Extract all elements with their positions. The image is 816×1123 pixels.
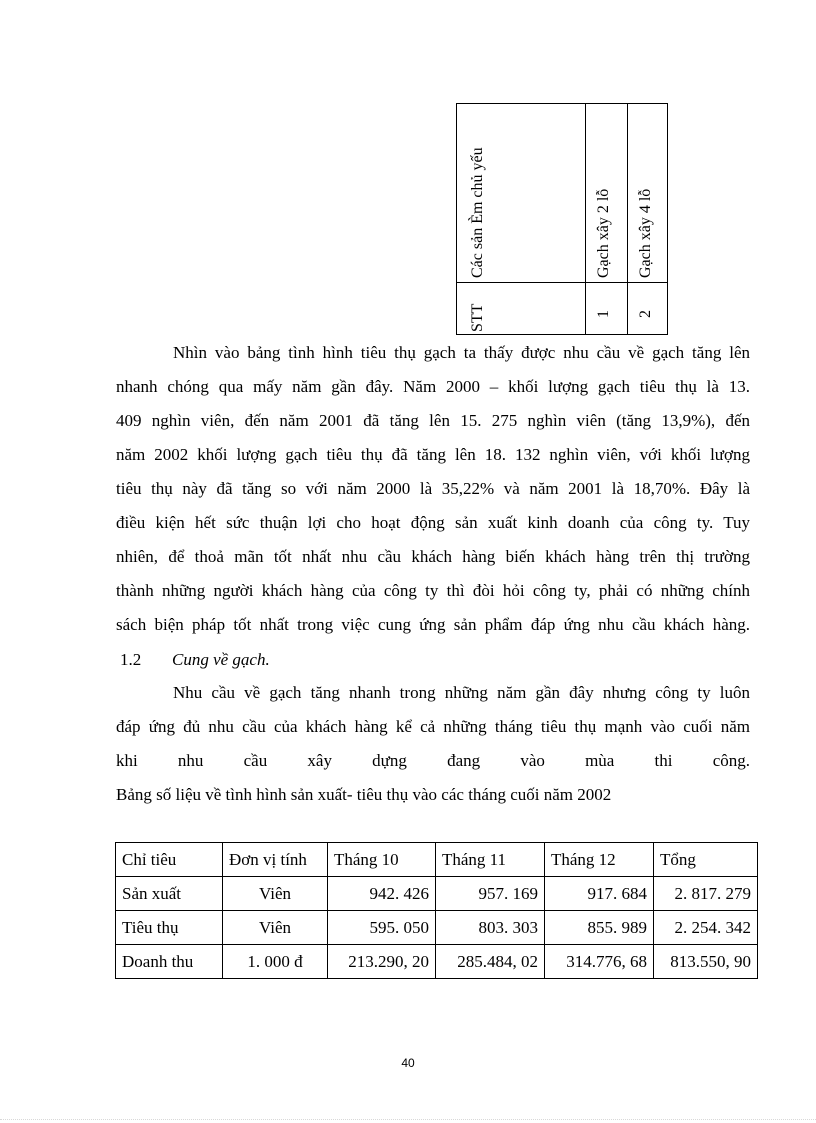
- text-line: sách biện pháp tốt nhất trong việc cung ứng sản phẩm đáp ứng nhu cầu khách hàng.: [116, 615, 750, 634]
- table-cell: 855. 989: [545, 911, 654, 945]
- header-cell: Tổng: [654, 843, 758, 877]
- page-bottom-rule: [0, 1119, 816, 1120]
- section-number: 1.2: [120, 650, 142, 669]
- table-cell: 213.290, 20: [328, 945, 436, 979]
- table-cell: 917. 684: [545, 877, 654, 911]
- text-line: tiêu thụ này đã tăng so với năm 2000 là 35,22% và năm 2001 là 18,70%. Đây là: [116, 479, 750, 498]
- table-divider: [585, 104, 586, 334]
- text-line: điều kiện hết sức thuận lợi cho hoạt động sản xuất kinh doanh của công ty. Tuy: [116, 513, 750, 532]
- text-line: 409 nghìn viên, đến năm 2001 đã tăng lên 15. 275 nghìn viên (tăng 13,9%), đến: [116, 411, 750, 430]
- row-2-name: Gạch xây 4 lỗ: [637, 188, 654, 278]
- table-cell: 957. 169: [436, 877, 545, 911]
- text-line: nhanh chóng qua mấy năm gần đây. Năm 2000 – khối lượng gạch tiêu thụ là 13.: [116, 377, 750, 396]
- text-line: Nhìn vào bảng tình hình tiêu thụ gạch ta thấy được nhu cầu về gạch tăng lên: [173, 343, 750, 362]
- text-line: năm 2002 khối lượng gạch tiêu thụ đã tăng lên 18. 132 nghìn viên, với khối lượng: [116, 445, 750, 464]
- section-title: Cung về gạch.: [172, 650, 270, 669]
- table-divider: [457, 282, 667, 283]
- header-stt: STT: [469, 303, 486, 332]
- row-2-stt: 2: [637, 310, 654, 318]
- text-line: Nhu cầu về gạch tăng nhanh trong những năm gần đây nhưng công ty luôn: [173, 683, 750, 702]
- table-cell: 813.550, 90: [654, 945, 758, 979]
- text-line: nhiên, để thoả mãn tốt nhất nhu cầu khách hàng biến khách hàng trên thị trường: [116, 547, 750, 566]
- table-cell: 2. 254. 342: [654, 911, 758, 945]
- table-cell: Tiêu thụ: [116, 911, 223, 945]
- header-cell: Tháng 10: [328, 843, 436, 877]
- rotated-product-table: [456, 103, 668, 335]
- table-cell: 595. 050: [328, 911, 436, 945]
- header-cell: Đơn vị tính: [223, 843, 328, 877]
- table-cell: 285.484, 02: [436, 945, 545, 979]
- table-cell: 314.776, 68: [545, 945, 654, 979]
- header-cell: Tháng 12: [545, 843, 654, 877]
- production-consumption-table: [115, 842, 758, 979]
- table-row: [116, 911, 758, 945]
- text-line: đáp ứng đủ nhu cầu của khách hàng kể cả những tháng tiêu thụ mạnh vào cuối năm: [116, 717, 750, 736]
- table-cell: 803. 303: [436, 911, 545, 945]
- table-cell: Doanh thu: [116, 945, 223, 979]
- table-cell: Viên: [223, 877, 328, 911]
- text-line: thành những người khách hàng của công ty thì đòi hỏi công ty, phải có những chính: [116, 581, 750, 600]
- table-cell: 1. 000 đ: [223, 945, 328, 979]
- row-1-stt: 1: [595, 310, 612, 318]
- page-number: 40: [401, 1056, 415, 1070]
- table-cell: 2. 817. 279: [654, 877, 758, 911]
- header-cell: Chỉ tiêu: [116, 843, 223, 877]
- table-cell: Sản xuất: [116, 877, 223, 911]
- row-1-name: Gạch xây 2 lỗ: [595, 188, 612, 278]
- table-cell: Viên: [223, 911, 328, 945]
- table-cell: 942. 426: [328, 877, 436, 911]
- text-line: khi nhu cầu xây dựng đang vào mùa thi công.: [116, 751, 750, 770]
- table-row: [116, 877, 758, 911]
- header-products: Các sản Èm chủ yếu: [469, 147, 486, 278]
- table-divider: [627, 104, 628, 334]
- table-row: [116, 945, 758, 979]
- paragraph-consumption: [116, 336, 750, 642]
- table-caption: Bảng số liệu về tình hình sản xuất- tiêu thụ vào các tháng cuối năm 2002: [116, 785, 612, 804]
- table-header-row: [116, 843, 758, 877]
- section-heading: [120, 646, 270, 674]
- paragraph-supply: [116, 676, 750, 812]
- header-cell: Tháng 11: [436, 843, 545, 877]
